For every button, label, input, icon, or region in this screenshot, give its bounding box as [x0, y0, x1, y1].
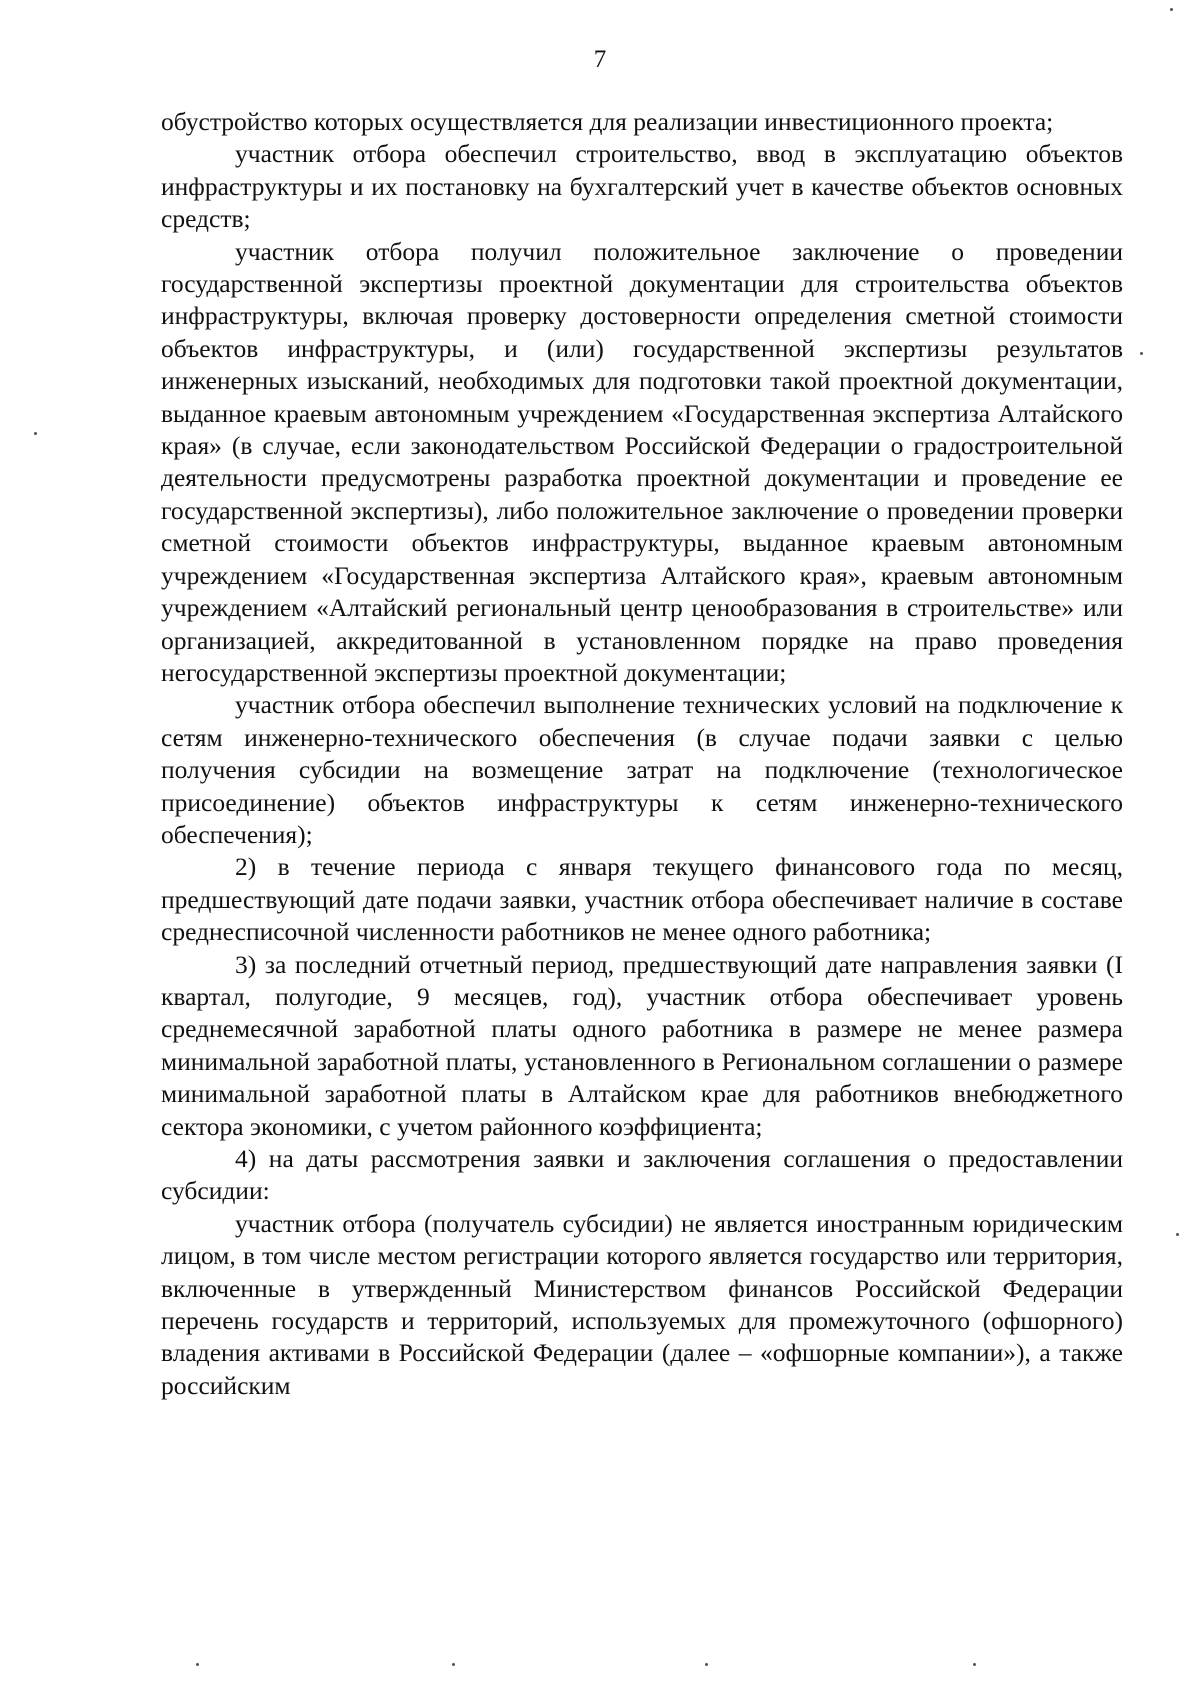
scan-speck: [973, 1663, 976, 1666]
paragraph-offshore: участник отбора (получатель субсидии) не является иностранным юридическим лицом, в том числе местом регистрации которого является государство или территория, включенные в утвержденный Министерством финансов Российской Федерации перечень государств и территорий, используемых для промежуточного (офшорного) владения активами в Российской Федерации (далее – «офшорные компании»), а также российским: [161, 1208, 1123, 1400]
paragraph-technical-conditions: участник отбора обеспечил выполнение технических условий на подключение к сетям инженерно-технического обеспечения (в случае подачи заявки с целью получения субсидии на возмещение затрат на подключение (технологическое присоединение) объектов инфраструктуры к сетям инженерно-технического обеспечения);: [161, 690, 1123, 849]
scan-speck: [196, 1663, 199, 1666]
scan-speck: [34, 432, 37, 435]
paragraph-item-3-salary: 3) за последний отчетный период, предшествующий дате направления заявки (I квартал, полугодие, 9 месяцев, год), участник отбора обеспечивает уровень среднемесячной заработной платы одного работника в размере не менее размера минимальной заработной платы, установленного в Региональном соглашении о размере минимальной заработной платы в Алтайском крае для работников внебюджетного сектора экономики, с учетом районного коэффициента;: [161, 949, 1123, 1141]
scan-speck: [1170, 8, 1173, 11]
paragraph-continuation: обустройство которых осуществляется для реализации инвестиционного проекта;: [161, 107, 1054, 136]
paragraph-infrastructure-commissioning: участник отбора обеспечил строительство, ввод в эксплуатацию объектов инфраструктуры и их постановку на бухгалтерский учет в качестве объектов основных средств;: [161, 139, 1123, 234]
scan-speck: [705, 1663, 708, 1666]
scan-speck: [1176, 1233, 1179, 1236]
page-number: 7: [593, 46, 607, 73]
document-body: [161, 106, 1123, 1402]
scan-speck: [1140, 352, 1143, 355]
paragraph-item-2-employees: 2) в течение периода с января текущего финансового года по месяц, предшествующий дате подачи заявки, участник отбора обеспечивает наличие в составе среднесписочной численности работников не менее одного работника;: [161, 852, 1123, 947]
paragraph-state-expertise: участник отбора получил положительное заключение о проведении государственной экспертизы проектной документации для строительства объектов инфраструктуры, включая проверку достоверности определения сметной стоимости объектов инфраструктуры, и (или) государственной экспертизы результатов инженерных изысканий, необходимых для подготовки такой проектной документации, выданное краевым автономным учреждением «Государственная экспертиза Алтайского края» (в случае, если законодательством Российской Федерации о градостроительной деятельности предусмотрены разработка проектной документации и проведение ее государственной экспертизы), либо положительное заключение о проведении проверки сметной стоимости объектов инфраструктуры, выданное краевым автономным учреждением «Государственная экспертиза Алтайского края», краевым автономным учреждением «Алтайский региональный центр ценообразования в строительстве» или организацией, аккредитованной в установленном порядке на право проведения негосударственной экспертизы проектной документации;: [161, 236, 1123, 687]
paragraph-item-4-dates: 4) на даты рассмотрения заявки и заключения соглашения о предоставлении субсидии:: [161, 1144, 1123, 1206]
scan-speck: [452, 1663, 455, 1666]
